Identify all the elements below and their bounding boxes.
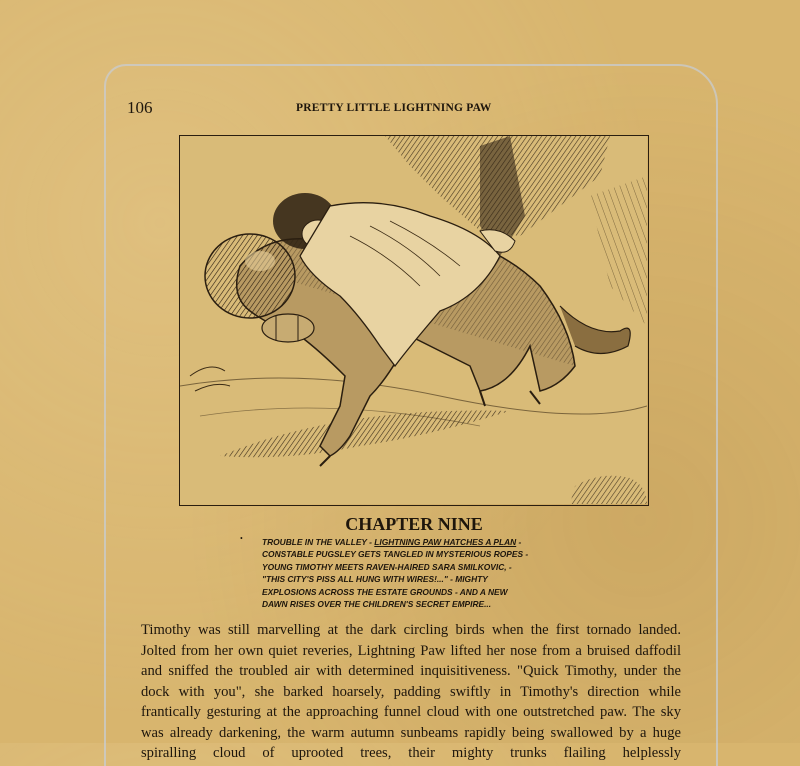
engraving-illustration	[179, 135, 649, 506]
synopsis-line: YOUNG TIMOTHY MEETS RAVEN-HAIRED SARA SMILKOVIC, -	[262, 561, 512, 572]
body-line: spiralling cloud of uprooted trees, their mighty trunks flailing helplessly	[141, 745, 681, 761]
synopsis-prefix: TROUBLE IN THE VALLEY -	[262, 537, 375, 547]
engraving-child-riding-dog-icon	[180, 136, 647, 504]
synopsis-line: "THIS CITY'S PISS ALL HUNG WITH WIRES!..." - MIGHTY	[262, 574, 488, 585]
synopsis-line	[262, 536, 546, 548]
body-line: Jolted from her own quiet reveries, Lightning Paw lifted her nose from a bruised daffodil	[141, 642, 681, 659]
synopsis-line: EXPLOSIONS ACROSS THE ESTATE GROUNDS - AND A NEW	[262, 586, 508, 597]
body-line: was already darkening, the warm autumn sunbeams rapidly being swallowed by a huge	[141, 724, 681, 741]
synopsis-line: DAWN RISES OVER THE CHILDREN'S SECRET EMPIRE...	[262, 599, 492, 610]
body-line: and sniffed the troubled air with determined inquisitiveness. "Quick Timothy, under the	[141, 663, 681, 679]
page-number: 106	[127, 98, 153, 117]
synopsis-underlined: LIGHTNING PAW HATCHES A PLAN	[374, 537, 517, 547]
body-line: Timothy was still marvelling at the dark circling birds when the first tornado landed.	[141, 622, 681, 638]
running-head: PRETTY LITTLE LIGHTNING PAW	[296, 102, 492, 114]
body-text	[141, 620, 681, 764]
body-line: frantically gesturing at the approaching funnel cloud with one outstretched paw. The sky	[141, 704, 681, 720]
chapter-title: CHAPTER NINE	[345, 514, 483, 534]
synopsis-line: CONSTABLE PUGSLEY GETS TANGLED IN MYSTERIOUS ROPES -	[262, 549, 529, 560]
body-line: dock with you", she barked hoarsely, padding swiftly in Timothy's direction while	[141, 683, 681, 700]
bullet-mark: •	[240, 534, 243, 543]
synopsis-suffix: -	[516, 537, 522, 547]
chapter-synopsis	[262, 536, 546, 610]
